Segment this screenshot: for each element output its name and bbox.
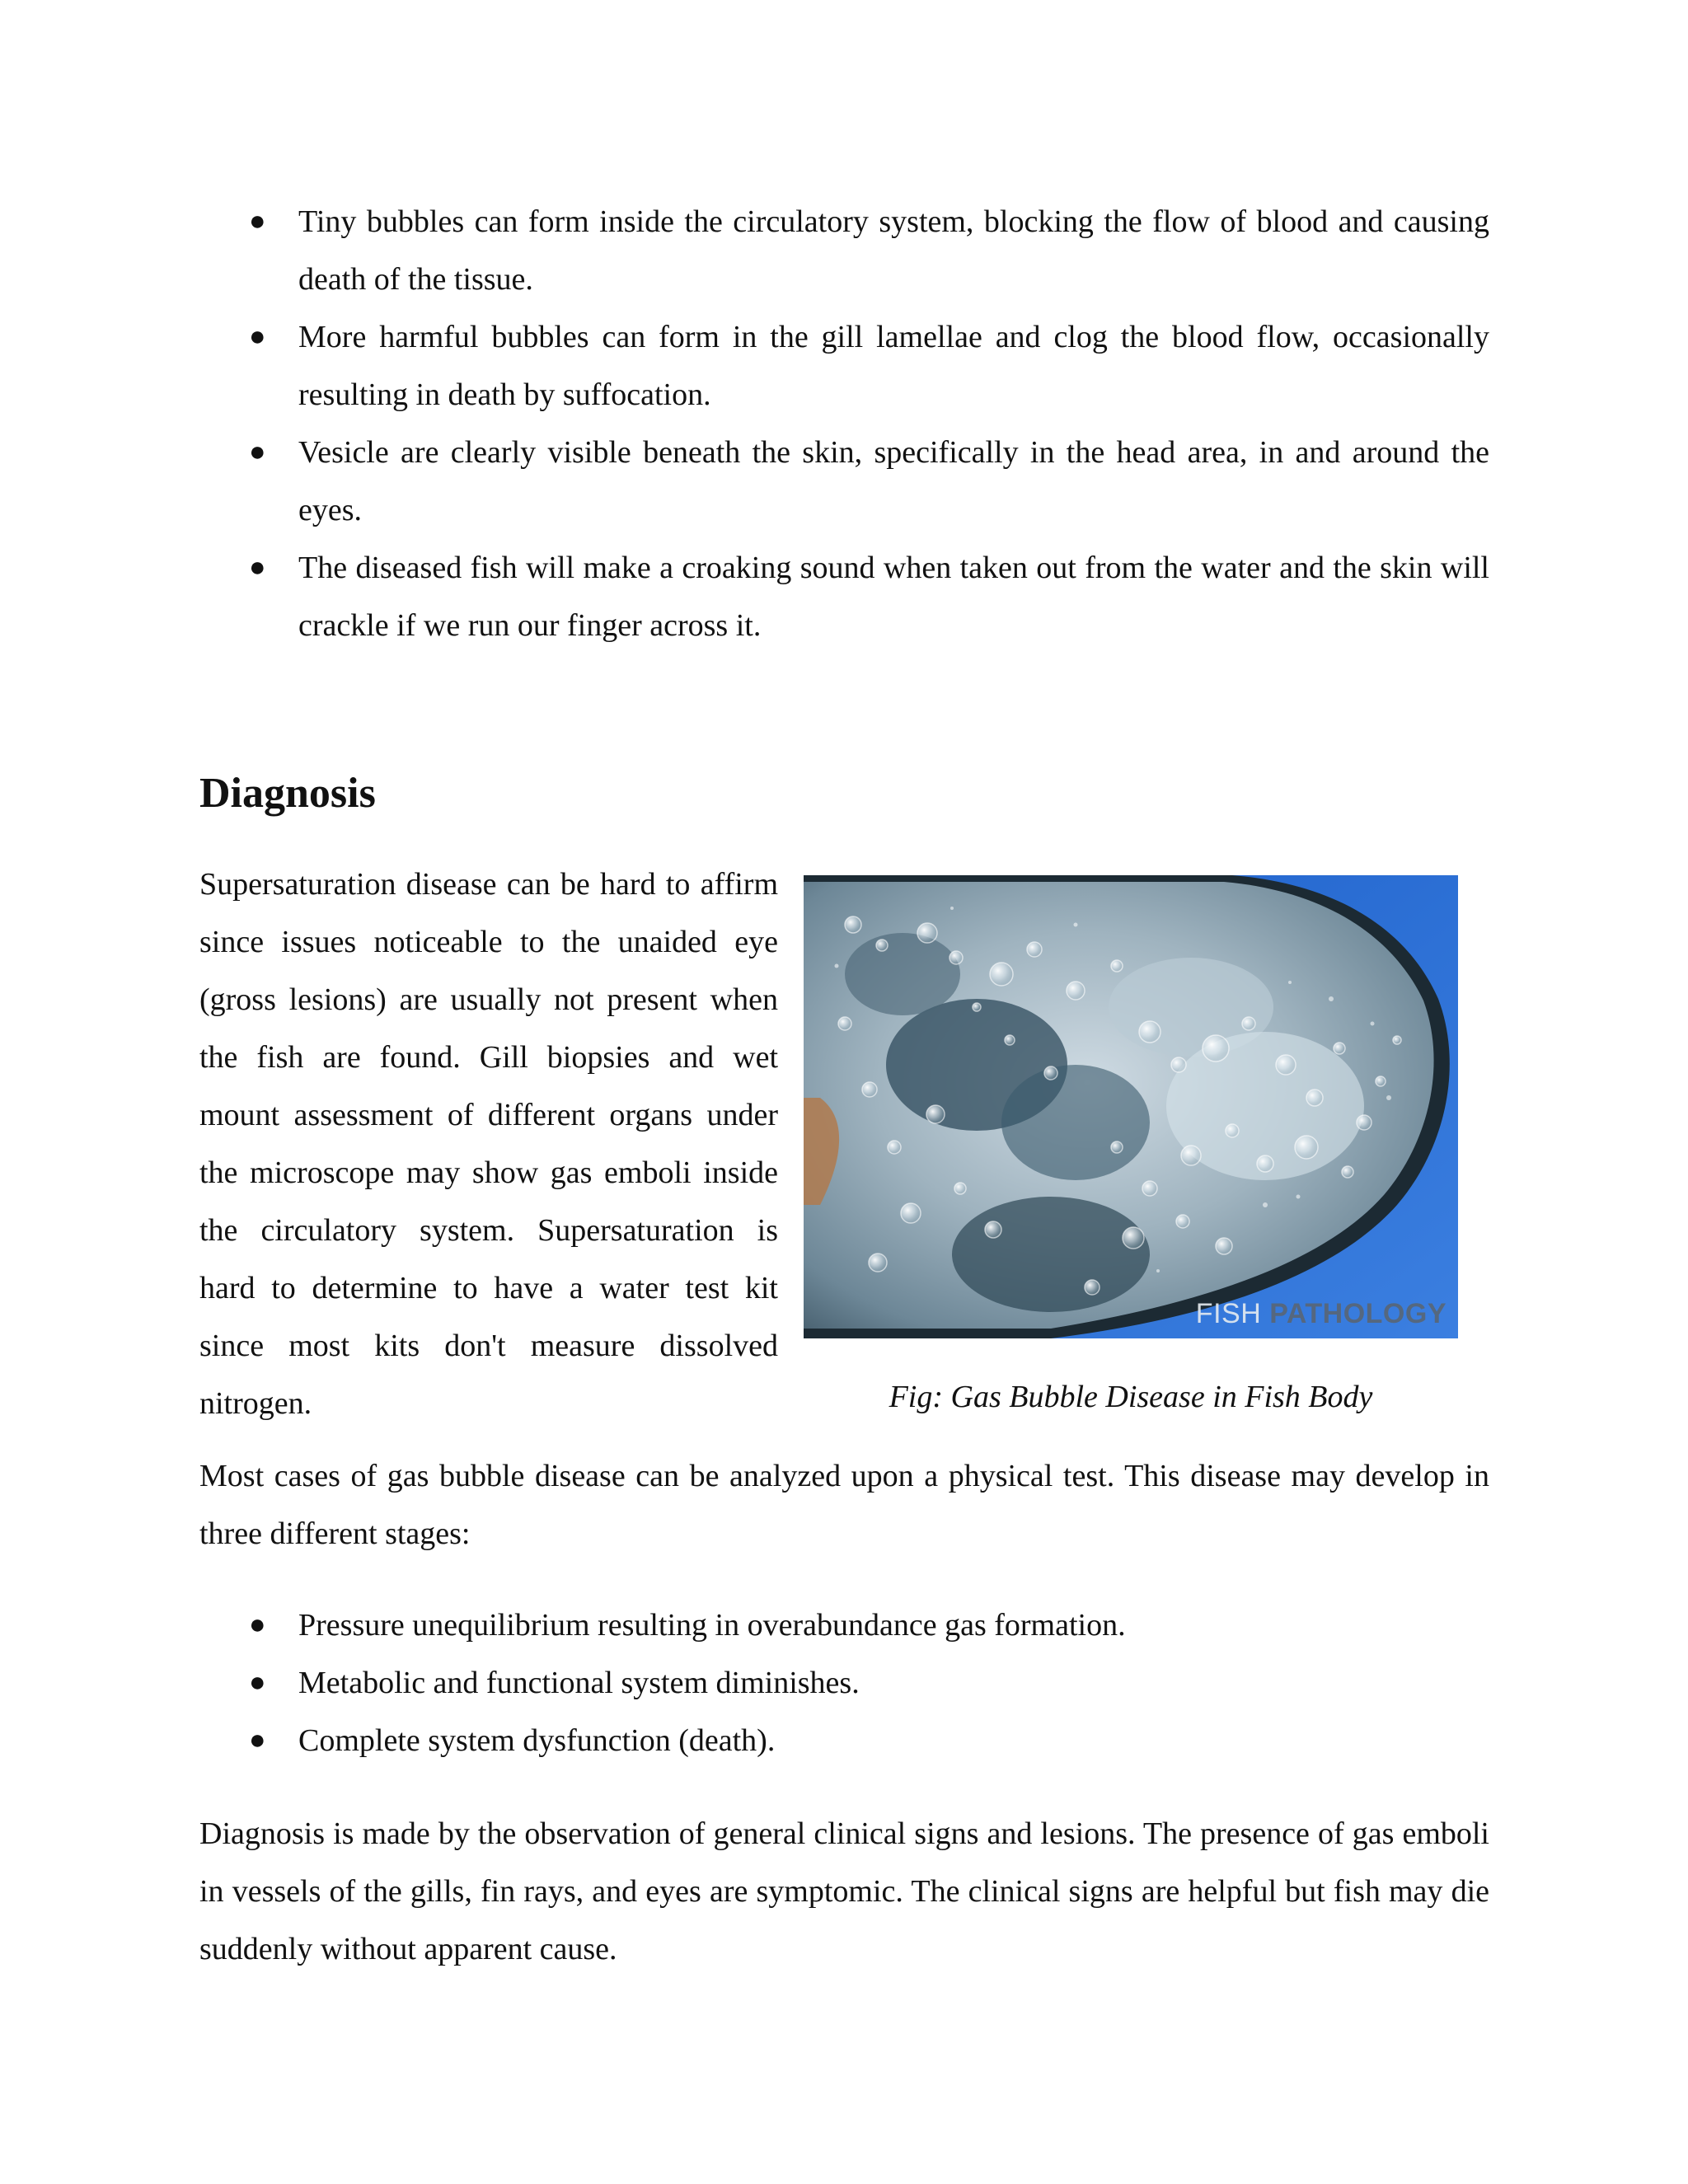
list-item (199, 1654, 1489, 1712)
bullet-icon: ● (249, 1610, 266, 1640)
bullet-icon: ● (249, 1667, 266, 1698)
list-item-text: Complete system dysfunction (death). (298, 1723, 776, 1758)
watermark-bold: PATHOLOGY (1269, 1298, 1447, 1329)
bullet-icon: ● (249, 437, 266, 467)
list-item (199, 424, 1489, 539)
stages-intro-paragraph: Most cases of gas bubble disease can be analyzed upon a physical test. This disease may develop in three different stages: (199, 1459, 1489, 1551)
bullet-icon: ● (249, 206, 266, 237)
list-item (199, 1596, 1489, 1654)
list-item-text: Metabolic and functional system diminishes. (298, 1666, 860, 1700)
list-item-text: Pressure unequilibrium resulting in overabundance gas formation. (298, 1608, 1126, 1643)
bullet-icon: ● (249, 552, 266, 583)
list-item (199, 193, 1489, 308)
list-item-text: More harmful bubbles can form in the gill lamellae and clog the blood flow, occasionally resulting in death by suffocation. (298, 320, 1489, 412)
watermark-prefix: FISH (1195, 1298, 1270, 1329)
list-item (199, 1712, 1489, 1769)
bullet-icon: ● (249, 1725, 266, 1755)
list-item (199, 539, 1489, 654)
symptoms-list (199, 193, 1489, 654)
stages-list (199, 1596, 1489, 1769)
list-item (199, 308, 1489, 424)
closing-paragraph: Diagnosis is made by the observation of general clinical signs and lesions. The presence of gas emboli in vessels of the gills, fin rays, and eyes are symptomic. The clinical signs are helpful but fish may die suddenly without apparent cause. (199, 1816, 1489, 1966)
section-heading-diagnosis: Diagnosis (199, 770, 376, 817)
bullet-icon: ● (249, 321, 266, 352)
list-item-text: Tiny bubbles can form inside the circulatory system, blocking the flow of blood and causing death of the tissue. (298, 204, 1489, 297)
watermark (1196, 1298, 1447, 1330)
list-item-text: Vesicle are clearly visible beneath the skin, specifically in the head area, in and around the eyes. (298, 435, 1489, 527)
diagnosis-intro-paragraph: Supersaturation disease can be hard to affirm since issues noticeable to the unaided eye (gross lesions) are usually not present when the fish are found. Gill biopsies and wet mount assessment of different organs under the microscope may show gas emboli inside the circulatory system. Supersaturation is hard to determine to have a water test kit since most kits don't measure dissolved nitrogen. (199, 867, 778, 1421)
fish-gill-gas-bubbles-photo (804, 875, 1458, 1338)
list-item-text: The diseased fish will make a croaking sound when taken out from the water and the skin will crackle if we run our finger across it. (298, 551, 1489, 643)
figure-caption: Fig: Gas Bubble Disease in Fish Body (889, 1380, 1373, 1414)
